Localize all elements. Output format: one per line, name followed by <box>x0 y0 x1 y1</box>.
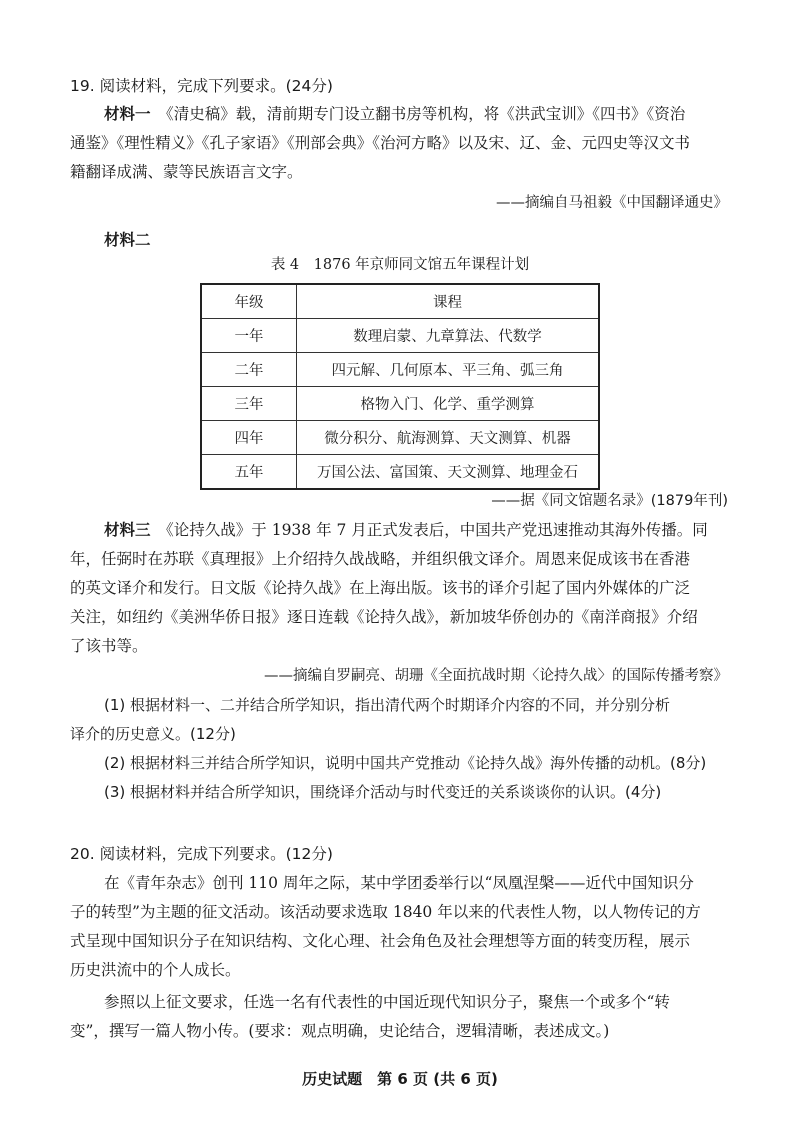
table-row <box>201 455 599 490</box>
q19-question-2: (2) 根据材料三并结合所学知识，说明中国共产党推动《论持久战》海外传播的动机。(8分) <box>104 754 707 772</box>
row-grade: 三年 <box>201 387 297 421</box>
q20-line-1: 在《青年杂志》创刊 110 周年之际，某中学团委举行以“凤凰涅槃——近代中国知识分 <box>104 874 694 892</box>
row-course: 四元解、几何原本、平三角、弧三角 <box>297 353 600 387</box>
q19-question-1a: (1) 根据材料一、二并结合所学知识，指出清代两个时期译介内容的不同，并分别分析 <box>104 696 671 714</box>
q19-question-3: (3) 根据材料并结合所学知识，围绕译介活动与时代变迁的关系谈谈你的认识。(4分) <box>104 783 662 801</box>
m1-label: 材料一 <box>104 105 151 123</box>
q20-line-2: 子的转型”为主题的征文活动。该活动要求选取 1840 年以来的代表性人物，以人物传记的方 <box>70 903 701 921</box>
m3-source: ——摘编自罗嗣亮、胡珊《全面抗战时期〈论持久战〉的国际传播考察》 <box>264 668 728 684</box>
q20-line-5: 参照以上征文要求，任选一名有代表性的中国近现代知识分子，聚焦一个或多个“转 <box>104 993 670 1011</box>
q20-line-3: 式呈现中国知识分子在知识结构、文化心理、社会角色及社会理想等方面的转变历程，展示 <box>70 932 691 950</box>
row-grade: 四年 <box>201 421 297 455</box>
q20-line-4: 历史洪流中的个人成长。 <box>70 961 241 979</box>
row-course: 微分积分、航海测算、天文测算、机器 <box>297 421 600 455</box>
table-caption: 表 4 1876 年京师同文馆五年课程计划 <box>270 257 530 273</box>
row-grade: 一年 <box>201 319 297 353</box>
page-footer: 历史试题 第 6 页 (共 6 页) <box>302 1070 498 1088</box>
m3-line-4: 关注，如纽约《美洲华侨日报》逐日连载《论持久战》，新加坡华侨创办的《南洋商报》介绍 <box>70 608 698 626</box>
m3-label: 材料三 <box>104 521 151 539</box>
table-row <box>201 353 599 387</box>
row-course: 格物入门、化学、重学测算 <box>297 387 600 421</box>
m3-text-1: 《论持久战》于 1938 年 7 月正式发表后，中国共产党迅速推动其海外传播。同 <box>166 521 708 539</box>
m2-label: 材料二 <box>104 231 151 249</box>
header-course: 课程 <box>297 284 600 319</box>
header-grade: 年级 <box>201 284 297 319</box>
m1-line-2: 通鉴》《理性精义》《孔子家语》《刑部会典》《治河方略》以及宋、辽、金、元四史等汉文书 <box>70 134 691 152</box>
row-grade: 二年 <box>201 353 297 387</box>
m3-line-1 <box>104 518 730 542</box>
m3-line-3: 的英文译介和发行。日文版《论持久战》在上海出版。该书的译介引起了国内外媒体的广泛 <box>70 579 691 597</box>
m1-text-1: 《清史稿》载，清前期专门设立翻书房等机构，将《洪武宝训》《四书》《资治 <box>166 105 686 123</box>
m1-line-3: 籍翻译成满、蒙等民族语言文字。 <box>70 163 303 181</box>
m3-line-2: 年，任弼时在苏联《真理报》上介绍持久战战略，并组织俄文译介。周恩来促成该书在香港 <box>70 550 691 568</box>
m1-source: ——摘编自马祖毅《中国翻译通史》 <box>496 195 728 211</box>
q20-title: 20. 阅读材料，完成下列要求。(12分) <box>70 845 333 863</box>
m1-line-1 <box>104 102 730 126</box>
m2-source: ——据《同文馆题名录》(1879年刊) <box>491 493 728 509</box>
row-course: 数理启蒙、九章算法、代数学 <box>297 319 600 353</box>
m3-line-5: 了该书等。 <box>70 637 148 655</box>
row-grade: 五年 <box>201 455 297 490</box>
row-course: 万国公法、富国策、天文测算、地理金石 <box>297 455 600 490</box>
table-row <box>201 319 599 353</box>
course-table <box>200 283 600 490</box>
table-header-row <box>201 284 599 319</box>
table-row <box>201 387 599 421</box>
table-row <box>201 421 599 455</box>
q20-line-6: 变”，撰写一篇人物小传。(要求：观点明确，史论结合，逻辑清晰，表述成文。) <box>70 1022 610 1040</box>
q19-title: 19. 阅读材料，完成下列要求。(24分) <box>70 77 333 95</box>
q19-question-1b: 译介的历史意义。(12分) <box>70 725 236 743</box>
